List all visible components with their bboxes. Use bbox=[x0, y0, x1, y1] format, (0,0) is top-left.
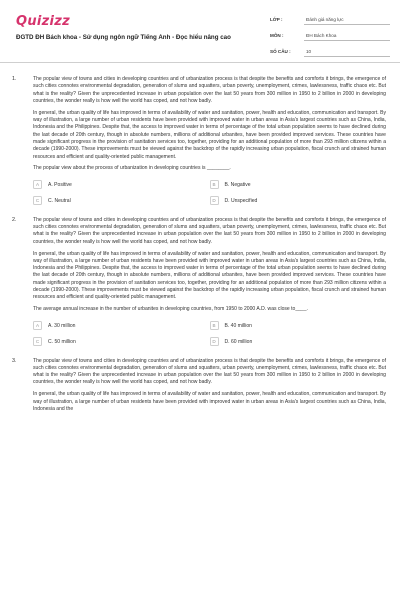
answer-options bbox=[33, 180, 386, 206]
meta-value: ĐH Bách Khoa bbox=[304, 30, 390, 41]
answer-option-d[interactable] bbox=[210, 196, 387, 206]
option-letter-box: B bbox=[210, 321, 219, 330]
question-list bbox=[0, 76, 400, 424]
answer-option-c[interactable] bbox=[33, 196, 210, 206]
option-text: C. 50 million bbox=[48, 338, 76, 345]
question-number: 2. bbox=[12, 216, 17, 223]
option-letter-box: D bbox=[210, 196, 219, 205]
worksheet-meta bbox=[270, 14, 390, 62]
answer-option-a[interactable] bbox=[33, 321, 210, 331]
option-text: D. 60 million bbox=[224, 338, 253, 345]
answer-option-a[interactable] bbox=[33, 180, 210, 190]
passage-paragraph: In general, the urban quality of life has improved in terms of availability of water and sanitation, power, health and education, communication and transport. By way of illustration, a large number of urban residents have been provided with improved water in urban areas in Asia's largest countries such as China, India, Indonesia and the bbox=[33, 391, 386, 412]
option-letter-box: C bbox=[33, 337, 42, 346]
quizizz-logo: Quizizz bbox=[16, 14, 71, 29]
option-text: C. Neutral bbox=[48, 197, 71, 204]
question-prompt: The popular view about the process of urbanization in developing countries is ________. bbox=[33, 165, 231, 172]
option-letter-box: B bbox=[210, 180, 219, 189]
option-letter-box: C bbox=[33, 196, 42, 205]
option-text: B. 40 million bbox=[224, 322, 252, 329]
passage-paragraph: In general, the urban quality of life has improved in terms of availability of water and sanitation, power, health and education, communication and transport. By way of illustration, a large number of urban residents have been provided with improved water in urban areas in Asia's largest countries such as China, India, Indonesia and the Philippines. Despite that, the access to improved water in terms of percentage of the total urban population seems to have declined during the last decade of 20th century, though in absolute numbers, millions of additional urbanites, have been provided improved services. These countries have made significant progress in the provision of sanitation services too, together, providing for an additional population of more than 293 million citizens within a decade (1990-2000). These improvements must be viewed against the backdrop of the rapidly increasing urban population, fiscal crunch and strained human resources and efficient and quality-oriented public management. bbox=[33, 109, 386, 160]
document-title: ĐGTD ĐH Bách khoa - Sử dụng ngôn ngữ Tiếng Anh - Đọc hiểu nâng cao bbox=[16, 34, 231, 41]
meta-label: MÔN : bbox=[270, 33, 284, 38]
header-divider bbox=[0, 62, 400, 63]
meta-value: 10 bbox=[304, 46, 390, 57]
option-letter-box: A bbox=[33, 321, 42, 330]
question-1 bbox=[0, 76, 400, 206]
question-2 bbox=[0, 217, 400, 347]
answer-option-c[interactable] bbox=[33, 337, 210, 347]
answer-option-d[interactable] bbox=[210, 337, 387, 347]
option-letter-box: A bbox=[33, 180, 42, 189]
passage-paragraph: The popular view of towns and cities in developing countries and of urbanization process is that despite the benefits and comforts it brings, the emergence of such cities connotes environmental degradation, generation of slums and squatters, urban poverty, unemployment, crimes, lawlessness, traffic chaos etc. But what is the reality? Given the unprecedented increase in urban population over the last 50 years from 300 million in 1950 to 2 billion in 2000 in developing countries, the wonder really is how well the world has coped, and not how badly. bbox=[33, 76, 386, 104]
meta-label: LỚP : bbox=[270, 17, 283, 22]
question-3 bbox=[0, 358, 400, 414]
meta-value: Đánh giá năng lực bbox=[304, 14, 390, 25]
question-number: 3. bbox=[12, 357, 17, 364]
meta-row-subject bbox=[270, 30, 390, 41]
option-text: A. Positive bbox=[48, 181, 72, 188]
question-prompt: The average annual increase in the number of urbanites in developing countries, from 1950 to 2000 A.D. was close to____. bbox=[33, 306, 308, 313]
option-letter-box: D bbox=[210, 337, 219, 346]
meta-label: SỐ CÂU : bbox=[270, 49, 291, 54]
passage-paragraph: The popular view of towns and cities in developing countries and of urbanization process is that despite the benefits and comforts it brings, the emergence of such cities connotes environmental degradation, generation of slums and squatters, urban poverty, unemployment, crimes, lawlessness, traffic chaos etc. But what is the reality? Given the unprecedented increase in urban population over the last 50 years from 300 million in 1950 to 2 billion in 2000 in developing countries, the wonder really is how well the world has coped, and not how badly. bbox=[33, 216, 386, 245]
passage-paragraph: The popular view of towns and cities in developing countries and of urbanization process is that despite the benefits and comforts it brings, the emergence of such cities connotes environmental degradation, generation of slums and squatters, urban poverty, unemployment, crimes, lawlessness, traffic chaos etc. But what is the reality? Given the unprecedented increase in urban population over the last 50 years from 300 million in 1950 to 2 billion in 2000 in developing countries, the wonder really is how well the world has coped, and not how badly. bbox=[33, 357, 386, 386]
answer-option-b[interactable] bbox=[210, 180, 387, 190]
option-text: A. 30 million bbox=[48, 322, 76, 329]
answer-options bbox=[33, 321, 386, 347]
answer-option-b[interactable] bbox=[210, 321, 387, 331]
option-text: B. Negative bbox=[224, 181, 251, 188]
question-number: 1. bbox=[12, 76, 17, 82]
passage-paragraph: In general, the urban quality of life has improved in terms of availability of water and sanitation, power, health and education, communication and transport. By way of illustration, a large number of urban residents have been provided with improved water in urban areas in Asia's largest countries such as China, India, Indonesia and the Philippines. Despite that, the access to improved water in terms of percentage of the total urban population seems to have declined during the last decade of 20th century, though in absolute numbers, millions of additional urbanites, have been provided improved services. These countries have made significant progress in the provision of sanitation services too, together, providing for an additional population of more than 293 million citizens within a decade (1990-2000). These improvements must be viewed against the backdrop of the rapidly increasing urban population, fiscal crunch and strained human resources and efficient and quality-oriented public management. bbox=[33, 250, 386, 301]
option-text: D. Unspecified bbox=[224, 197, 258, 204]
meta-row-question-count bbox=[270, 46, 390, 57]
meta-row-class bbox=[270, 14, 390, 25]
